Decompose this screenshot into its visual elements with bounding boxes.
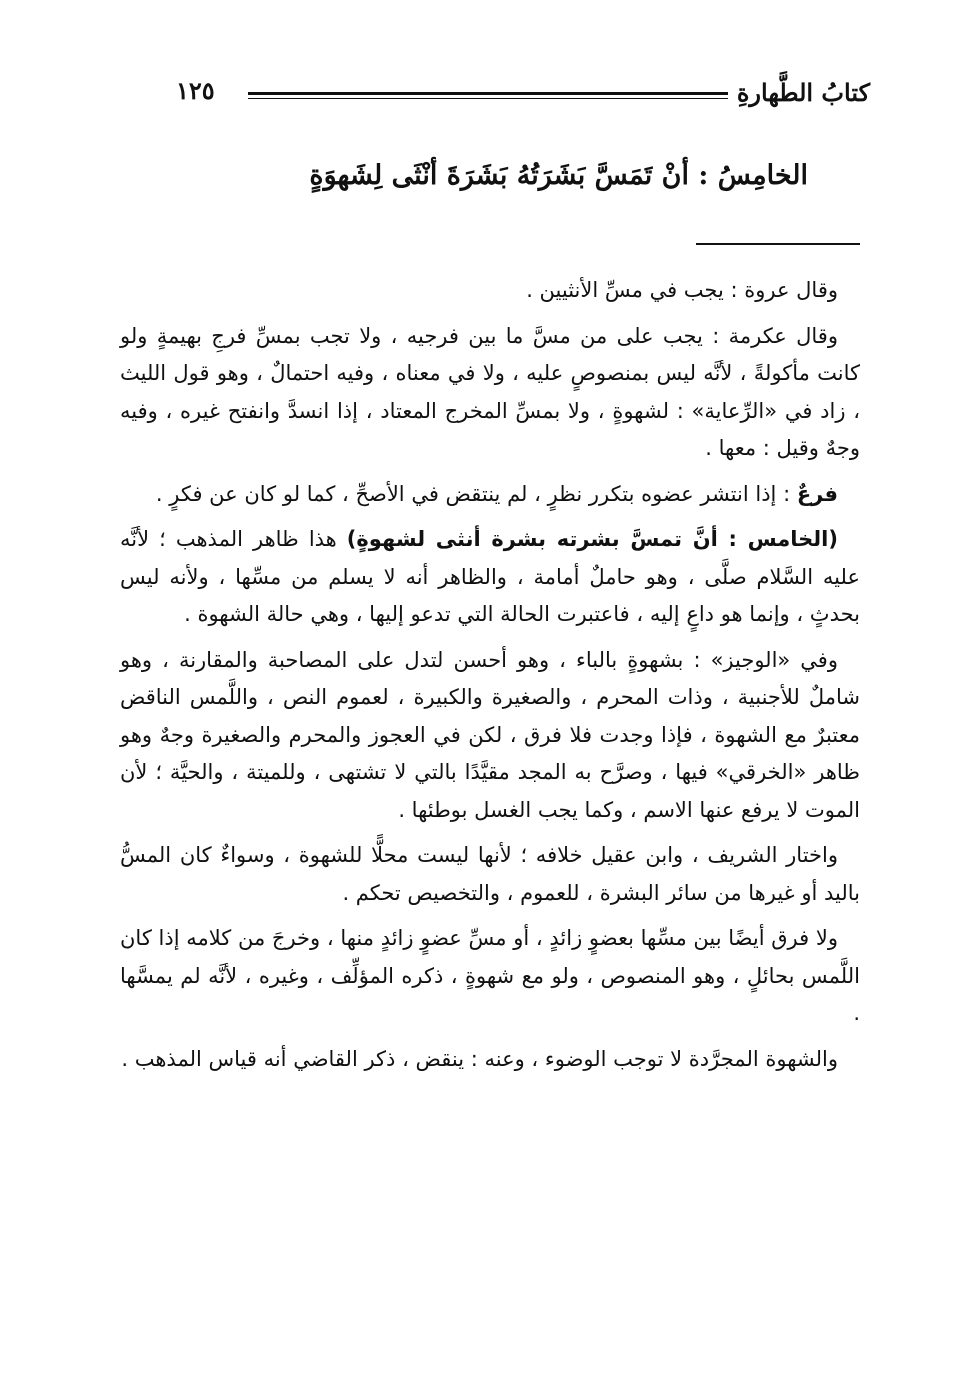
book-title: كتابُ الطَّهارةِ bbox=[736, 78, 870, 107]
page-number: ١٢٥ bbox=[176, 76, 215, 105]
paragraph: وفي «الوجيز» : بشهوةٍ بالباء ، وهو أحسن لتدل على المصاحبة والمقارنة ، وهو شاملٌ للأجنبية ، وذات المحرم ، والصغيرة والكبيرة ، لعموم النص ، واللَّمس الناقض معتبرٌ مع الشهوة ، فإذا وجدت فلا فرق ، لكن في العجوز والمحرم والصغيرة وجهٌ وهو ظاهر «الخرقي» فيها ، وصرَّح به المجد مقيَّدًا بالتي لا تشتهى ، وللميتة ، والحيَّة ؛ لأن الموت لا يرفع عنها الاسم ، وكما يجب الغسل بوطئها . bbox=[120, 647, 860, 822]
paragraph-lead: فرعٌ bbox=[796, 481, 838, 506]
matn-separator bbox=[696, 243, 860, 245]
commentary-body bbox=[120, 272, 860, 1086]
paragraph: وقال عروة : يجب في مسِّ الأنثيين . bbox=[526, 278, 838, 302]
paragraph bbox=[120, 521, 860, 634]
paragraph-lead: (الخامس : أنَّ تمسَّ بشرته بشرة أنثى لشهوةٍ) bbox=[346, 527, 838, 551]
paragraph: والشهوة المجرَّدة لا توجب الوضوء ، وعنه : ينقض ، ذكر القاضي أنه قياس المذهب . bbox=[121, 1046, 838, 1071]
running-header bbox=[170, 78, 870, 118]
paragraph: ولا فرق أيضًا بين مسِّها بعضوٍ زائدٍ ، أو مسِّ عضوٍ زائدٍ منها ، وخرجَ من كلامه إذا كان اللَّمس بحائلٍ ، وهو المنصوص ، ولو مع شهوةٍ ، ذكره المؤلِّف ، وغيره ، لأنَّه لم يمسَّها . bbox=[120, 926, 860, 1025]
paragraph bbox=[120, 476, 860, 514]
paragraph-text: : إذا انتشر عضوه بتكرر نظرٍ ، لم ينتقض في الأصحِّ ، كما لو كان عن فكرٍ . bbox=[155, 481, 797, 506]
paragraph-text: هذا ظاهر المذهب ؛ لأنَّه عليه السَّلام صلَّى ، وهو حاملٌ أمامة ، والظاهر أنه لا يسلم من مسِّها ، ولأنه ليس بحدثٍ ، وإنما هو داعٍ إليه ، فاعتبرت الحالة التي تدعو إليها ، وهي حالة الشهوة . bbox=[120, 527, 860, 626]
paragraph: واختار الشريف ، وابن عقيل خلافه ؛ لأنها ليست محلًّا للشهوة ، وسواءٌ كان المسُّ باليد أو غيرها من سائر البشرة ، للعموم ، والتخصيص تحكم . bbox=[120, 843, 860, 905]
paragraph: وقال عكرمة : يجب على من مسَّ ما بين فرجيه ، ولا تجب بمسِّ فرجِ بهيمةٍ ولو كانت مأكولةً ، لأنَّه ليس بمنصوصٍ عليه ، ولا في معناه ، وفيه احتمالٌ ، وهو قول الليث ، زاد في «الرِّعاية» : لشهوةٍ ، ولا بمسِّ المخرج المعتاد ، إذا انسدَّ وانفتح غيره ، وفيه وجهٌ وقيل : معها . bbox=[120, 323, 860, 460]
matn-text: الخامِسُ : أنْ تَمَسَّ بَشَرَتُهُ بَشَرَةَ أنْثَى لِشَهوَةٍ bbox=[309, 160, 808, 191]
header-rule bbox=[248, 92, 728, 95]
